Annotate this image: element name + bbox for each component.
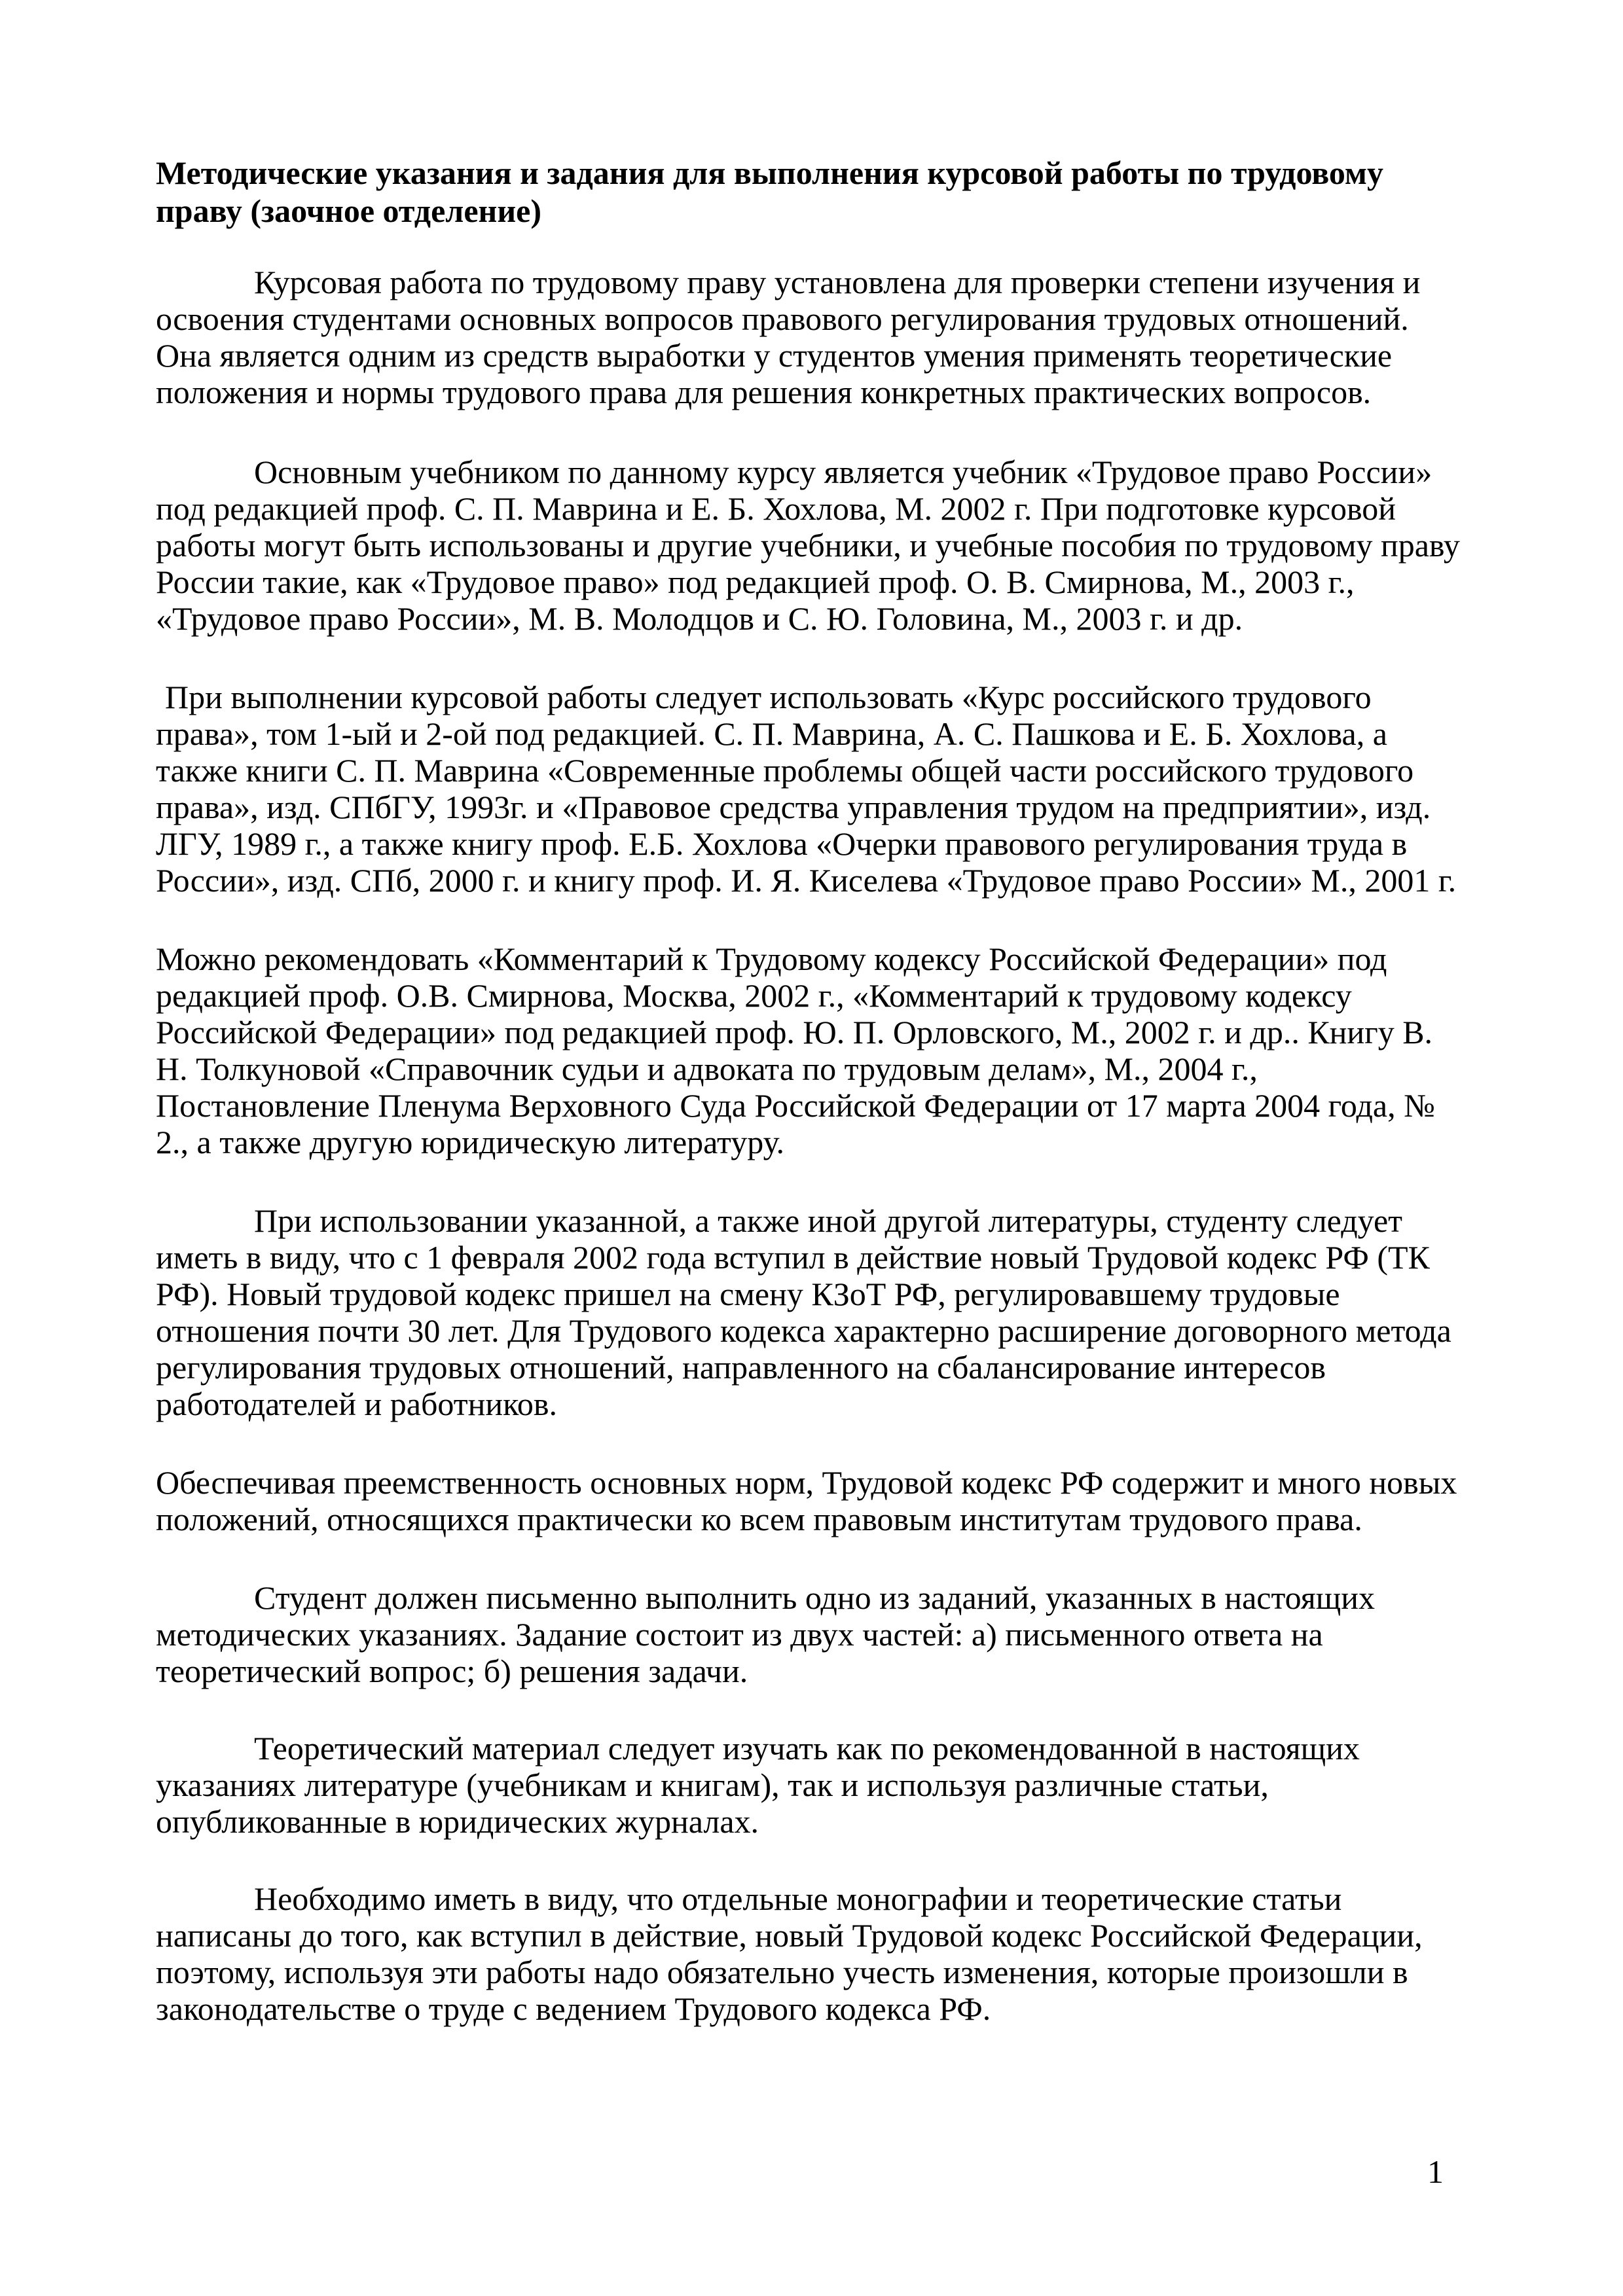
text-line: Обеспечивая преемственность основных норм, Трудовой кодекс РФ содержит и много новых xyxy=(156,1464,1457,1501)
text-line: регулирования трудовых отношений, направленного на сбалансирование интересов xyxy=(156,1349,1326,1386)
text-line: Основным учебником по данному курсу является учебник «Трудовое право России» xyxy=(254,454,1432,490)
paragraph-labour-code xyxy=(156,1202,1491,1422)
paragraph-monographs-note xyxy=(156,1880,1491,2027)
text-line: освоения студентами основных вопросов правового регулирования трудовых отношений. xyxy=(156,300,1409,337)
paragraph-main-textbook xyxy=(156,454,1491,637)
text-line: При использовании указанной, а также иной другой литературы, студенту следует xyxy=(254,1202,1403,1239)
text-line: работодателей и работников. xyxy=(156,1386,557,1422)
text-line: под редакцией проф. С. П. Маврина и Е. Б. Хохлова, М. 2002 г. При подготовке курсовой xyxy=(156,490,1396,527)
text-line: Теоретический материал следует изучать как по рекомендованной в настоящих xyxy=(254,1730,1360,1767)
paragraph-assignment xyxy=(156,1579,1491,1689)
title-line: праву (заочное отделение) xyxy=(156,192,541,229)
text-line: редакцией проф. О.В. Смирнова, Москва, 2002 г., «Комментарий к трудовому кодексу xyxy=(156,977,1352,1014)
text-line: написаны до того, как вступил в действие, новый Трудовой кодекс Российской Федерации, xyxy=(156,1917,1423,1954)
text-line: 2., а также другую юридическую литературу. xyxy=(156,1124,785,1160)
text-line: также книги С. П. Маврина «Современные проблемы общей части российского трудового xyxy=(156,752,1414,789)
paragraph-course-purpose xyxy=(156,264,1491,410)
text-line: положения и нормы трудового права для решения конкретных практических вопросов. xyxy=(156,374,1372,410)
text-line: указаниях литературе (учебникам и книгам), так и используя различные статьи, xyxy=(156,1767,1269,1803)
paragraph-recommended-courses xyxy=(156,679,1491,899)
text-line: поэтому, используя эти работы надо обязательно учесть изменения, которые произошли в xyxy=(156,1954,1408,1990)
text-line: Курсовая работа по трудовому праву установлена для проверки степени изучения и xyxy=(254,264,1421,300)
paragraph-continuity xyxy=(156,1464,1491,1537)
text-line: опубликованные в юридических журналах. xyxy=(156,1803,759,1840)
document-title xyxy=(156,154,1491,230)
text-line: Российской Федерации» под редакцией проф. Ю. П. Орловского, М., 2002 г. и др.. Книгу В. xyxy=(156,1014,1433,1050)
text-line: «Трудовое право России», М. В. Молодцов и С. Ю. Головина, М., 2003 г. и др. xyxy=(156,600,1243,637)
text-line: теоретический вопрос; б) решения задачи. xyxy=(156,1653,748,1689)
text-line: ЛГУ, 1989 г., а также книгу проф. Е.Б. Хохлова «Очерки правового регулирования труда в xyxy=(156,825,1408,862)
text-line: методических указаниях. Задание состоит из двух частей: а) письменного ответа на xyxy=(156,1616,1323,1653)
text-line: Н. Толкуновой «Справочник судьи и адвоката по трудовым делам», М., 2004 г., xyxy=(156,1050,1258,1087)
text-line: отношения почти 30 лет. Для Трудового кодекса характерно расширение договорного метода xyxy=(156,1312,1451,1349)
page-number: 1 xyxy=(1427,2153,1444,2190)
text-line: Студент должен письменно выполнить одно из заданий, указанных в настоящих xyxy=(254,1579,1375,1616)
text-line: Постановление Пленума Верховного Суда Российской Федерации от 17 марта 2004 года, № xyxy=(156,1087,1435,1124)
title-line: Методические указания и задания для выполнения курсовой работы по трудовому xyxy=(156,154,1383,191)
text-line: При выполнении курсовой работы следует использовать «Курс российского трудового xyxy=(165,679,1372,715)
paragraph-commentaries xyxy=(156,941,1491,1160)
text-line: законодательстве о труде с ведением Трудового кодекса РФ. xyxy=(156,1990,991,2027)
text-line: положений, относящихся практически ко всем правовым институтам трудового права. xyxy=(156,1501,1362,1537)
text-line: Необходимо иметь в виду, что отдельные монографии и теоретические статьи xyxy=(254,1880,1342,1917)
text-line: права», том 1-ый и 2-ой под редакцией. С. П. Маврина, А. С. Пашкова и Е. Б. Хохлова, а xyxy=(156,715,1387,752)
text-line: права», изд. СПбГУ, 1993г. и «Правовое средства управления трудом на предприятии», изд. xyxy=(156,789,1431,825)
text-line: работы могут быть использованы и другие учебники, и учебные пособия по трудовому праву xyxy=(156,527,1460,564)
text-line: России», изд. СПб, 2000 г. и книгу проф. И. Я. Киселева «Трудовое право России» М., 2001 г. xyxy=(156,862,1457,899)
text-line: РФ). Новый трудовой кодекс пришел на смену КЗоТ РФ, регулировавшему трудовые xyxy=(156,1276,1340,1312)
paragraph-theoretical-material xyxy=(156,1730,1491,1840)
text-line: России такие, как «Трудовое право» под редакцией проф. О. В. Смирнова, М., 2003 г., xyxy=(156,564,1355,600)
text-line: Можно рекомендовать «Комментарий к Трудовому кодексу Российской Федерации» под xyxy=(156,941,1387,977)
text-line: Она является одним из средств выработки у студентов умения применять теоретические xyxy=(156,337,1393,374)
text-line: иметь в виду, что с 1 февраля 2002 года вступил в действие новый Трудовой кодекс РФ (ТК xyxy=(156,1239,1430,1276)
